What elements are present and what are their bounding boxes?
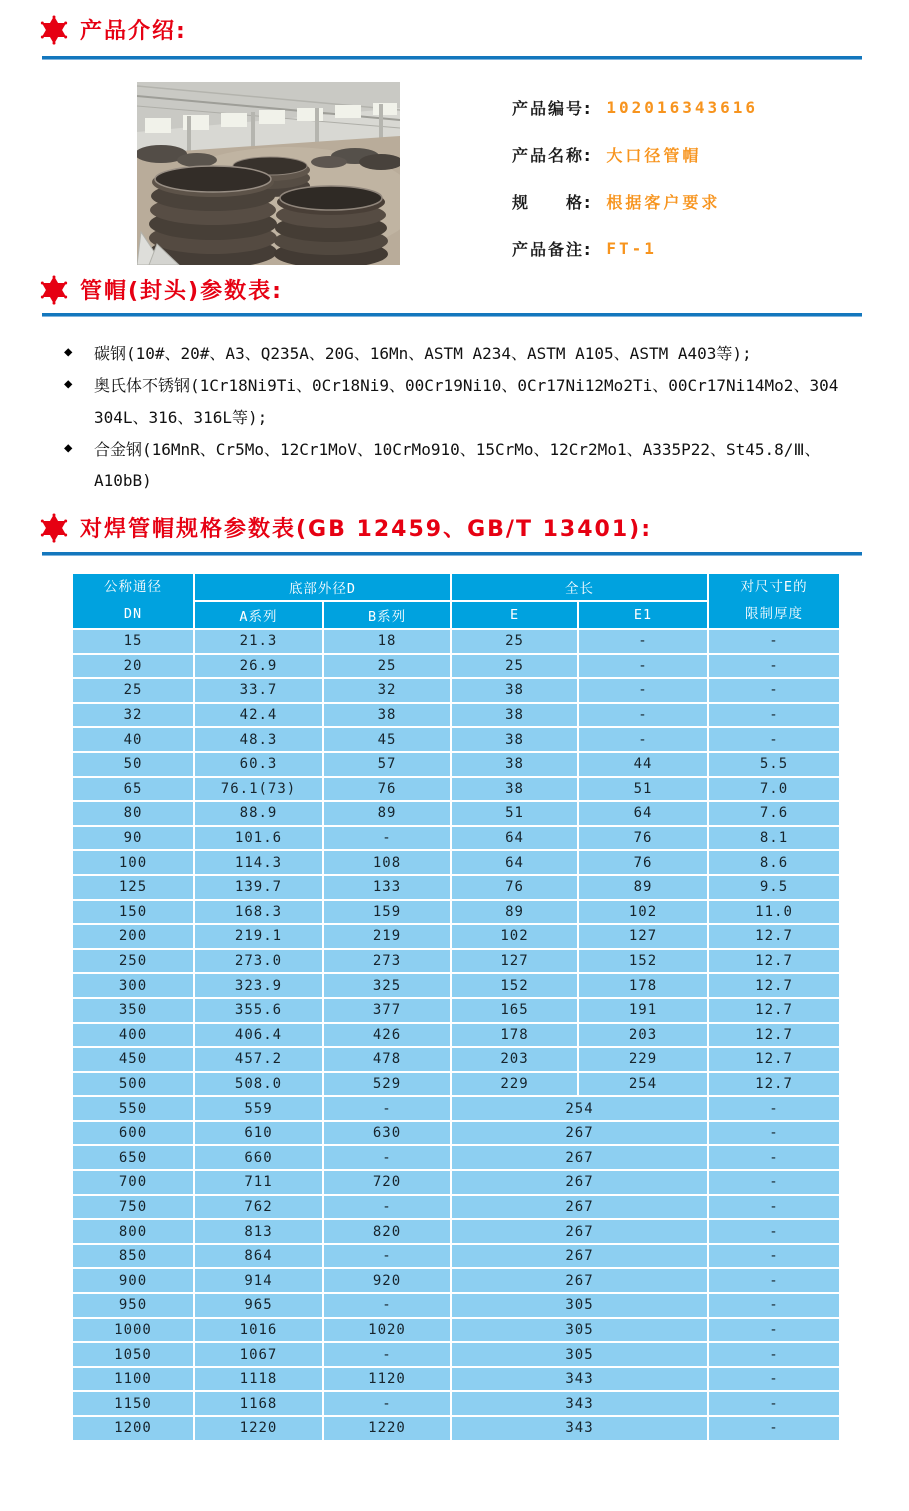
diamond-bullet-icon: ◆ — [64, 440, 73, 456]
series-b-cell: 426 — [323, 1023, 451, 1048]
series-a-cell: 76.1(73) — [194, 777, 323, 802]
series-a-cell: 26.9 — [194, 654, 323, 679]
length-e1-cell: 127 — [578, 924, 708, 949]
limit-thickness-cell: 8.1 — [708, 826, 840, 851]
series-a-cell: 48.3 — [194, 727, 323, 752]
material-text: 碳钢(10#、20#、A3、Q235A、20G、16Mn、ASTM A234、ASTM A105、ASTM A403等); — [94, 343, 752, 363]
dn-cell: 200 — [72, 924, 194, 949]
dn-cell: 1150 — [72, 1391, 194, 1416]
dn-cell: 900 — [72, 1268, 194, 1293]
spec-row-dn-25 — [72, 678, 840, 703]
spec-row-dn-400 — [72, 1023, 840, 1048]
length-e-cell: 89 — [451, 900, 578, 925]
limit-thickness-cell: - — [708, 1170, 840, 1195]
series-b-cell: - — [323, 1391, 451, 1416]
limit-thickness-cell: - — [708, 1268, 840, 1293]
series-b-cell: 529 — [323, 1072, 451, 1097]
material-item-alloy-steel — [64, 432, 874, 464]
length-e-cell: 38 — [451, 703, 578, 728]
spec-row-dn-350 — [72, 998, 840, 1023]
dn-cell: 90 — [72, 826, 194, 851]
limit-thickness-cell: - — [708, 1416, 840, 1441]
dn-cell: 700 — [72, 1170, 194, 1195]
dn-cell: 15 — [72, 629, 194, 654]
spec-row-dn-200 — [72, 924, 840, 949]
spec-row-dn-600 — [72, 1121, 840, 1146]
spec-row-dn-65 — [72, 777, 840, 802]
star-icon — [40, 15, 68, 45]
series-a-cell: 1118 — [194, 1367, 323, 1392]
spec-row-dn-15 — [72, 629, 840, 654]
dn-cell: 1000 — [72, 1318, 194, 1343]
spec-row-dn-1150 — [72, 1391, 840, 1416]
length-e-cell: 267 — [451, 1170, 708, 1195]
spec-row-dn-32 — [72, 703, 840, 728]
header-total-length-group: 全长 — [451, 573, 708, 601]
limit-thickness-cell: - — [708, 1342, 840, 1367]
dn-cell: 650 — [72, 1145, 194, 1170]
length-e1-cell: 203 — [578, 1023, 708, 1048]
length-e-cell: 254 — [451, 1096, 708, 1121]
limit-thickness-cell: - — [708, 1096, 840, 1121]
length-e-cell: 25 — [451, 654, 578, 679]
series-a-cell: 864 — [194, 1244, 323, 1269]
dn-cell: 80 — [72, 801, 194, 826]
section-spec-title: 对焊管帽规格参数表(GB 12459、GB/T 13401): — [80, 517, 652, 542]
dn-cell: 750 — [72, 1195, 194, 1220]
spec-table-header — [72, 573, 840, 629]
series-a-cell: 914 — [194, 1268, 323, 1293]
material-item-carbon-steel — [64, 336, 874, 368]
limit-thickness-cell: - — [708, 1391, 840, 1416]
spec-row-dn-650 — [72, 1145, 840, 1170]
series-b-cell: 920 — [323, 1268, 451, 1293]
spec-row-dn-125 — [72, 875, 840, 900]
length-e-cell: 267 — [451, 1121, 708, 1146]
series-a-cell: 559 — [194, 1096, 323, 1121]
spec-row-dn-20 — [72, 654, 840, 679]
limit-thickness-cell: 12.7 — [708, 949, 840, 974]
series-b-cell: - — [323, 1195, 451, 1220]
series-b-cell: - — [323, 1244, 451, 1269]
material-text: 304L、316、316L等); — [94, 407, 268, 427]
spec-table — [71, 572, 841, 1442]
limit-thickness-cell: - — [708, 1121, 840, 1146]
product-spec-label: 规 格: — [512, 193, 593, 212]
product-name-value: 大口径管帽 — [606, 146, 702, 165]
material-item-alloy-steel-cont — [64, 464, 874, 496]
header-limit-line2: 限制厚度 — [745, 606, 804, 622]
series-b-cell: 1220 — [323, 1416, 451, 1441]
length-e-cell: 64 — [451, 826, 578, 851]
header-dn-line1: 公称通径 — [104, 579, 162, 595]
dn-cell: 250 — [72, 949, 194, 974]
series-b-cell: - — [323, 1096, 451, 1121]
series-a-cell: 965 — [194, 1293, 323, 1318]
material-item-stainless-steel — [64, 368, 874, 400]
series-b-cell: 720 — [323, 1170, 451, 1195]
length-e-cell: 178 — [451, 1023, 578, 1048]
dn-cell: 400 — [72, 1023, 194, 1048]
product-info — [512, 84, 892, 272]
spec-row-dn-450 — [72, 1047, 840, 1072]
spec-row-dn-40 — [72, 727, 840, 752]
series-b-cell: 159 — [323, 900, 451, 925]
series-b-cell: - — [323, 1293, 451, 1318]
dn-cell: 1100 — [72, 1367, 194, 1392]
dn-cell: 1200 — [72, 1416, 194, 1441]
length-e1-cell: 229 — [578, 1047, 708, 1072]
series-b-cell: 25 — [323, 654, 451, 679]
spec-table-body — [72, 629, 840, 1441]
length-e1-cell: 89 — [578, 875, 708, 900]
dn-cell: 850 — [72, 1244, 194, 1269]
series-a-cell: 508.0 — [194, 1072, 323, 1097]
length-e1-cell: 178 — [578, 973, 708, 998]
section-spec-rule — [42, 552, 862, 555]
series-a-cell: 1220 — [194, 1416, 323, 1441]
series-a-cell: 610 — [194, 1121, 323, 1146]
product-photo — [137, 82, 400, 265]
length-e-cell: 25 — [451, 629, 578, 654]
product-name-label: 产品名称: — [512, 146, 593, 165]
length-e-cell: 76 — [451, 875, 578, 900]
diamond-bullet-icon: ◆ — [64, 376, 73, 392]
dn-cell: 500 — [72, 1072, 194, 1097]
product-spec-row — [512, 178, 892, 225]
series-a-cell: 762 — [194, 1195, 323, 1220]
limit-thickness-cell: 11.0 — [708, 900, 840, 925]
material-text: 奥氏体不锈钢(1Cr18Ni9Ti、0Cr18Ni9、00Cr19Ni10、0Cr17Ni12Mo2Ti、00Cr17Ni14Mo2、304 — [94, 375, 839, 395]
length-e1-cell: - — [578, 654, 708, 679]
series-a-cell: 219.1 — [194, 924, 323, 949]
product-number-value: 102016343616 — [606, 98, 758, 117]
series-b-cell: 630 — [323, 1121, 451, 1146]
material-item-stainless-steel-cont — [64, 400, 874, 432]
length-e1-cell: - — [578, 629, 708, 654]
limit-thickness-cell: 5.5 — [708, 752, 840, 777]
series-b-cell: - — [323, 1145, 451, 1170]
length-e1-cell: 64 — [578, 801, 708, 826]
spec-row-dn-250 — [72, 949, 840, 974]
spec-row-dn-1200 — [72, 1416, 840, 1441]
product-spec-value: 根据客户要求 — [606, 193, 721, 212]
dn-cell: 65 — [72, 777, 194, 802]
dn-cell: 800 — [72, 1219, 194, 1244]
series-b-cell: 820 — [323, 1219, 451, 1244]
length-e-cell: 305 — [451, 1293, 708, 1318]
length-e-cell: 343 — [451, 1416, 708, 1441]
length-e-cell: 38 — [451, 752, 578, 777]
spec-row-dn-850 — [72, 1244, 840, 1269]
length-e1-cell: 102 — [578, 900, 708, 925]
length-e-cell: 267 — [451, 1219, 708, 1244]
length-e1-cell: - — [578, 678, 708, 703]
spec-row-dn-150 — [72, 900, 840, 925]
series-a-cell: 168.3 — [194, 900, 323, 925]
limit-thickness-cell: - — [708, 654, 840, 679]
length-e-cell: 165 — [451, 998, 578, 1023]
limit-thickness-cell: 8.6 — [708, 850, 840, 875]
length-e1-cell: - — [578, 703, 708, 728]
spec-row-dn-50 — [72, 752, 840, 777]
series-a-cell: 711 — [194, 1170, 323, 1195]
series-b-cell: 1020 — [323, 1318, 451, 1343]
length-e-cell: 267 — [451, 1195, 708, 1220]
dn-cell: 32 — [72, 703, 194, 728]
series-a-cell: 60.3 — [194, 752, 323, 777]
dn-cell: 300 — [72, 973, 194, 998]
series-a-cell: 1016 — [194, 1318, 323, 1343]
header-bottom-od-group: 底部外径D — [194, 573, 451, 601]
series-a-cell: 273.0 — [194, 949, 323, 974]
series-b-cell: 76 — [323, 777, 451, 802]
spec-row-dn-80 — [72, 801, 840, 826]
limit-thickness-cell: 12.7 — [708, 1047, 840, 1072]
length-e1-cell: 76 — [578, 850, 708, 875]
length-e-cell: 267 — [451, 1244, 708, 1269]
spec-row-dn-700 — [72, 1170, 840, 1195]
series-a-cell: 88.9 — [194, 801, 323, 826]
series-a-cell: 323.9 — [194, 973, 323, 998]
series-b-cell: 133 — [323, 875, 451, 900]
length-e-cell: 305 — [451, 1318, 708, 1343]
header-series-b: B系列 — [323, 601, 451, 629]
series-b-cell: - — [323, 1342, 451, 1367]
header-dn — [72, 573, 194, 629]
spec-row-dn-800 — [72, 1219, 840, 1244]
length-e-cell: 229 — [451, 1072, 578, 1097]
series-b-cell: 32 — [323, 678, 451, 703]
series-b-cell: 18 — [323, 629, 451, 654]
limit-thickness-cell: - — [708, 703, 840, 728]
spec-row-dn-90 — [72, 826, 840, 851]
product-remark-row — [512, 225, 892, 272]
spec-row-dn-1100 — [72, 1367, 840, 1392]
limit-thickness-cell: 12.7 — [708, 1072, 840, 1097]
series-b-cell: 89 — [323, 801, 451, 826]
limit-thickness-cell: 7.0 — [708, 777, 840, 802]
product-number-row — [512, 84, 892, 131]
limit-thickness-cell: 12.7 — [708, 973, 840, 998]
dn-cell: 40 — [72, 727, 194, 752]
length-e-cell: 38 — [451, 777, 578, 802]
materials-list — [64, 336, 874, 496]
series-a-cell: 139.7 — [194, 875, 323, 900]
material-text: A10bB) — [94, 470, 152, 490]
spec-row-dn-1050 — [72, 1342, 840, 1367]
limit-thickness-cell: - — [708, 1293, 840, 1318]
spec-row-dn-950 — [72, 1293, 840, 1318]
limit-thickness-cell: - — [708, 678, 840, 703]
header-series-a: A系列 — [194, 601, 323, 629]
spec-row-dn-1000 — [72, 1318, 840, 1343]
length-e-cell: 343 — [451, 1391, 708, 1416]
section-intro-title: 产品介绍: — [80, 19, 187, 44]
dn-cell: 550 — [72, 1096, 194, 1121]
series-b-cell: 377 — [323, 998, 451, 1023]
series-a-cell: 21.3 — [194, 629, 323, 654]
product-number-label: 产品编号: — [512, 99, 593, 118]
series-b-cell: 108 — [323, 850, 451, 875]
material-text: 合金钢(16MnR、Cr5Mo、12Cr1MoV、10CrMo910、15CrMo、12Cr2Mo1、A335P22、St45.8/Ⅲ、 — [94, 439, 821, 459]
limit-thickness-cell: 9.5 — [708, 875, 840, 900]
header-limit-line1: 对尺寸E的 — [740, 579, 808, 595]
series-a-cell: 457.2 — [194, 1047, 323, 1072]
length-e-cell: 38 — [451, 727, 578, 752]
series-b-cell: 1120 — [323, 1367, 451, 1392]
dn-cell: 125 — [72, 875, 194, 900]
length-e-cell: 102 — [451, 924, 578, 949]
limit-thickness-cell: 12.7 — [708, 1023, 840, 1048]
dn-cell: 100 — [72, 850, 194, 875]
series-a-cell: 813 — [194, 1219, 323, 1244]
series-b-cell: 45 — [323, 727, 451, 752]
spec-row-dn-300 — [72, 973, 840, 998]
limit-thickness-cell: - — [708, 1244, 840, 1269]
header-limit-thickness — [708, 573, 840, 629]
diamond-bullet-icon: ◆ — [64, 344, 73, 360]
series-b-cell: - — [323, 826, 451, 851]
length-e-cell: 267 — [451, 1268, 708, 1293]
section-params-rule — [42, 313, 862, 316]
dn-cell: 25 — [72, 678, 194, 703]
series-b-cell: 478 — [323, 1047, 451, 1072]
dn-cell: 150 — [72, 900, 194, 925]
dn-cell: 20 — [72, 654, 194, 679]
dn-cell: 950 — [72, 1293, 194, 1318]
dn-cell: 350 — [72, 998, 194, 1023]
limit-thickness-cell: - — [708, 1145, 840, 1170]
series-b-cell: 38 — [323, 703, 451, 728]
series-b-cell: 273 — [323, 949, 451, 974]
dn-cell: 50 — [72, 752, 194, 777]
length-e-cell: 267 — [451, 1145, 708, 1170]
length-e-cell: 343 — [451, 1367, 708, 1392]
section-params-title: 管帽(封头)参数表: — [80, 279, 283, 304]
series-b-cell: 325 — [323, 973, 451, 998]
length-e-cell: 305 — [451, 1342, 708, 1367]
header-e: E — [451, 601, 578, 629]
limit-thickness-cell: 7.6 — [708, 801, 840, 826]
length-e1-cell: 152 — [578, 949, 708, 974]
star-icon — [40, 275, 68, 305]
spec-row-dn-750 — [72, 1195, 840, 1220]
series-a-cell: 33.7 — [194, 678, 323, 703]
length-e-cell: 152 — [451, 973, 578, 998]
product-remark-value: FT-1 — [606, 239, 657, 258]
length-e1-cell: 191 — [578, 998, 708, 1023]
section-intro-header — [40, 14, 187, 45]
limit-thickness-cell: 12.7 — [708, 924, 840, 949]
series-a-cell: 114.3 — [194, 850, 323, 875]
dn-cell: 450 — [72, 1047, 194, 1072]
length-e-cell: 38 — [451, 678, 578, 703]
section-intro-rule — [42, 56, 862, 59]
spec-row-dn-550 — [72, 1096, 840, 1121]
series-a-cell: 1067 — [194, 1342, 323, 1367]
dn-cell: 600 — [72, 1121, 194, 1146]
star-icon — [40, 513, 68, 543]
series-a-cell: 355.6 — [194, 998, 323, 1023]
product-remark-label: 产品备注: — [512, 240, 593, 259]
header-dn-line2: DN — [123, 606, 143, 622]
spec-row-dn-100 — [72, 850, 840, 875]
length-e1-cell: - — [578, 727, 708, 752]
series-b-cell: 219 — [323, 924, 451, 949]
limit-thickness-cell: - — [708, 1195, 840, 1220]
spec-row-dn-900 — [72, 1268, 840, 1293]
length-e-cell: 51 — [451, 801, 578, 826]
series-a-cell: 660 — [194, 1145, 323, 1170]
length-e1-cell: 44 — [578, 752, 708, 777]
header-e1: E1 — [578, 601, 708, 629]
product-name-row — [512, 131, 892, 178]
length-e-cell: 203 — [451, 1047, 578, 1072]
limit-thickness-cell: 12.7 — [708, 998, 840, 1023]
length-e-cell: 64 — [451, 850, 578, 875]
limit-thickness-cell: - — [708, 1367, 840, 1392]
series-b-cell: 57 — [323, 752, 451, 777]
series-a-cell: 1168 — [194, 1391, 323, 1416]
spec-row-dn-500 — [72, 1072, 840, 1097]
length-e1-cell: 254 — [578, 1072, 708, 1097]
dn-cell: 1050 — [72, 1342, 194, 1367]
series-a-cell: 101.6 — [194, 826, 323, 851]
limit-thickness-cell: - — [708, 1318, 840, 1343]
section-params-header — [40, 274, 283, 305]
section-spec-header — [40, 512, 652, 543]
limit-thickness-cell: - — [708, 727, 840, 752]
series-a-cell: 406.4 — [194, 1023, 323, 1048]
limit-thickness-cell: - — [708, 1219, 840, 1244]
limit-thickness-cell: - — [708, 629, 840, 654]
length-e1-cell: 51 — [578, 777, 708, 802]
series-a-cell: 42.4 — [194, 703, 323, 728]
length-e1-cell: 76 — [578, 826, 708, 851]
length-e-cell: 127 — [451, 949, 578, 974]
